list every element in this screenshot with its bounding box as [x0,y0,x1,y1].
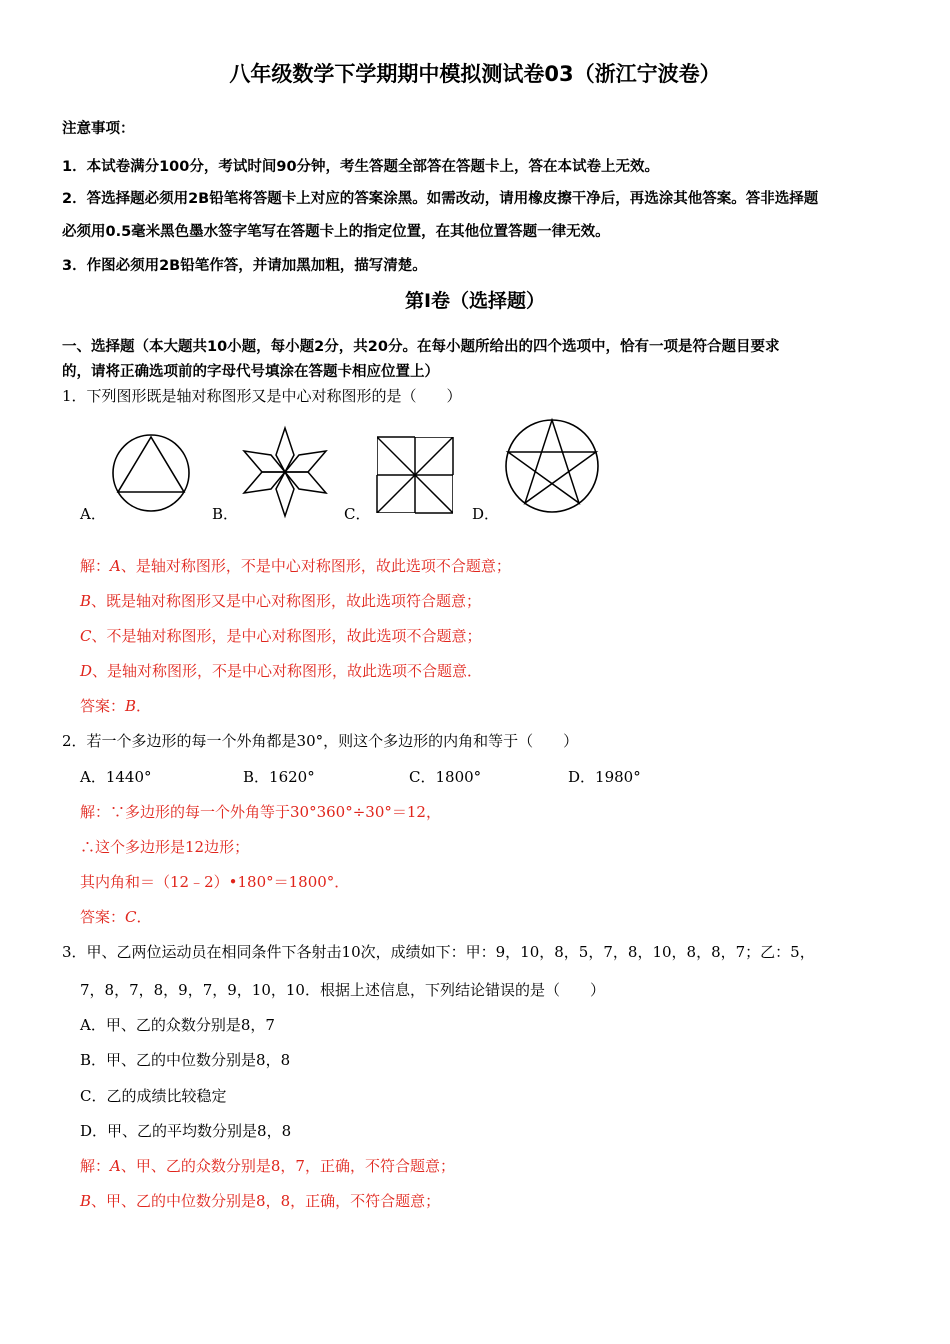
solution-prefix: 解： [80,557,111,575]
solution-letter: A [110,1157,121,1175]
pinwheel-icon [374,434,456,516]
answer-suffix: ． [136,908,152,926]
circle-with-triangle-icon [110,432,192,514]
q1-solution-a [80,556,511,576]
q1-answer [80,696,151,716]
solution-text: 、甲、乙的中位数分别是8，8，正确，不符合题意； [91,1192,441,1210]
solution-letter: C [80,627,92,645]
solution-text: 、是轴对称图形，不是中心对称图形，故此选项不合题意． [92,662,483,680]
q2-option-d[interactable]: D．1980° [568,768,641,786]
q3-stem-line1: 3．甲、乙两位运动员在相同条件下各射击10次，成绩如下：甲：9，10，8，5，7，8，10，8，8，7；乙：5， [62,943,815,961]
q1-option-c[interactable]: C． [344,505,371,523]
notice-item-3: 3．作图必须用2B铅笔作答，并请加黑加粗，描写清楚。 [62,258,427,274]
part1-instruction-line2: 的，请将正确选项前的字母代号填涂在答题卡相应位置上） [62,364,439,380]
solution-text: 、不是轴对称图形，是中心对称图形，故此选项不合题意； [91,627,482,645]
q3-option-d[interactable]: D．甲、乙的平均数分别是8，8 [80,1122,292,1140]
section-title: 第Ⅰ卷（选择题） [404,290,546,312]
answer-prefix: 答案： [80,697,126,715]
solution-letter: A [110,557,121,575]
q2-solution-3: 其内角和＝（12﹣2）•180°＝1800°． [80,873,350,891]
q3-option-b[interactable]: B．甲、乙的中位数分别是8，8 [80,1051,291,1069]
q3-solution-a [80,1156,455,1176]
answer-prefix: 答案： [80,908,126,926]
q2-option-c[interactable]: C．1800° [409,768,482,786]
solution-text: 、既是轴对称图形又是中心对称图形，故此选项符合题意； [91,592,482,610]
q3-stem-line2: 7，8，7，8，9，7，9，10，10．根据上述信息，下列结论错误的是（ ） [80,981,605,999]
q2-solution-2: ∴这个多边形是12边形； [80,838,250,856]
q2-solution-1: 解：∵多边形的每一个外角等于30°360°÷30°＝12， [80,803,441,821]
answer-letter: C [125,908,137,926]
solution-letter: B [80,592,92,610]
notice-item-2b: 必须用0.5毫米黑色墨水签字笔写在答题卡上的指定位置，在其他位置答题一律无效。 [62,224,610,240]
answer-letter: B [125,697,137,715]
q2-stem: 2．若一个多边形的每一个外角都是30°，则这个多边形的内角和等于（ ） [62,732,579,750]
notice-item-2a: 2．答选择题必须用2B铅笔将答题卡上对应的答案涂黑。如需改动，请用橡皮擦干净后，再选涂其他答案。答非选择题 [62,191,819,207]
q1-solution-c [80,626,482,646]
six-rhombus-star-icon [240,424,330,520]
answer-suffix: ． [136,697,152,715]
q3-option-c[interactable]: C．乙的成绩比较稳定 [80,1087,227,1105]
notice-heading: 注意事项： [62,121,135,137]
exam-title: 八年级数学下学期期中模拟测试卷03（浙江宁波卷） [229,62,721,86]
solution-prefix: 解： [80,1157,111,1175]
q3-option-a[interactable]: A．甲、乙的众数分别是8，7 [80,1016,275,1034]
q1-figures [62,410,742,530]
notice-item-1: 1．本试卷满分100分，考试时间90分钟，考生答题全部答在答题卡上，答在本试卷上无效。 [62,159,660,175]
circle-with-pentagram-icon [502,414,602,514]
solution-letter: B [80,1192,92,1210]
q1-option-b[interactable]: B． [212,505,239,523]
solution-text: 、甲、乙的众数分别是8，7，正确，不符合题意； [120,1157,455,1175]
q3-solution-b [80,1191,440,1211]
q2-option-a[interactable]: A．1440° [80,768,152,786]
q1-solution-b [80,591,481,611]
q1-stem: 1．下列图形既是轴对称图形又是中心对称图形的是（ ） [62,387,462,405]
q1-solution-d [80,661,482,681]
q1-option-a[interactable]: A． [80,505,106,523]
solution-letter: D [80,662,93,680]
q2-option-b[interactable]: B．1620° [243,768,315,786]
solution-text: 、是轴对称图形，不是中心对称图形，故此选项不合题意； [120,557,511,575]
q2-answer [80,907,152,927]
q1-option-d[interactable]: D． [472,505,500,523]
part1-instruction-line1: 一、选择题（本大题共10小题，每小题2分，共20分。在每小题所给出的四个选项中，恰有一项是符合题目要求 [62,339,780,355]
